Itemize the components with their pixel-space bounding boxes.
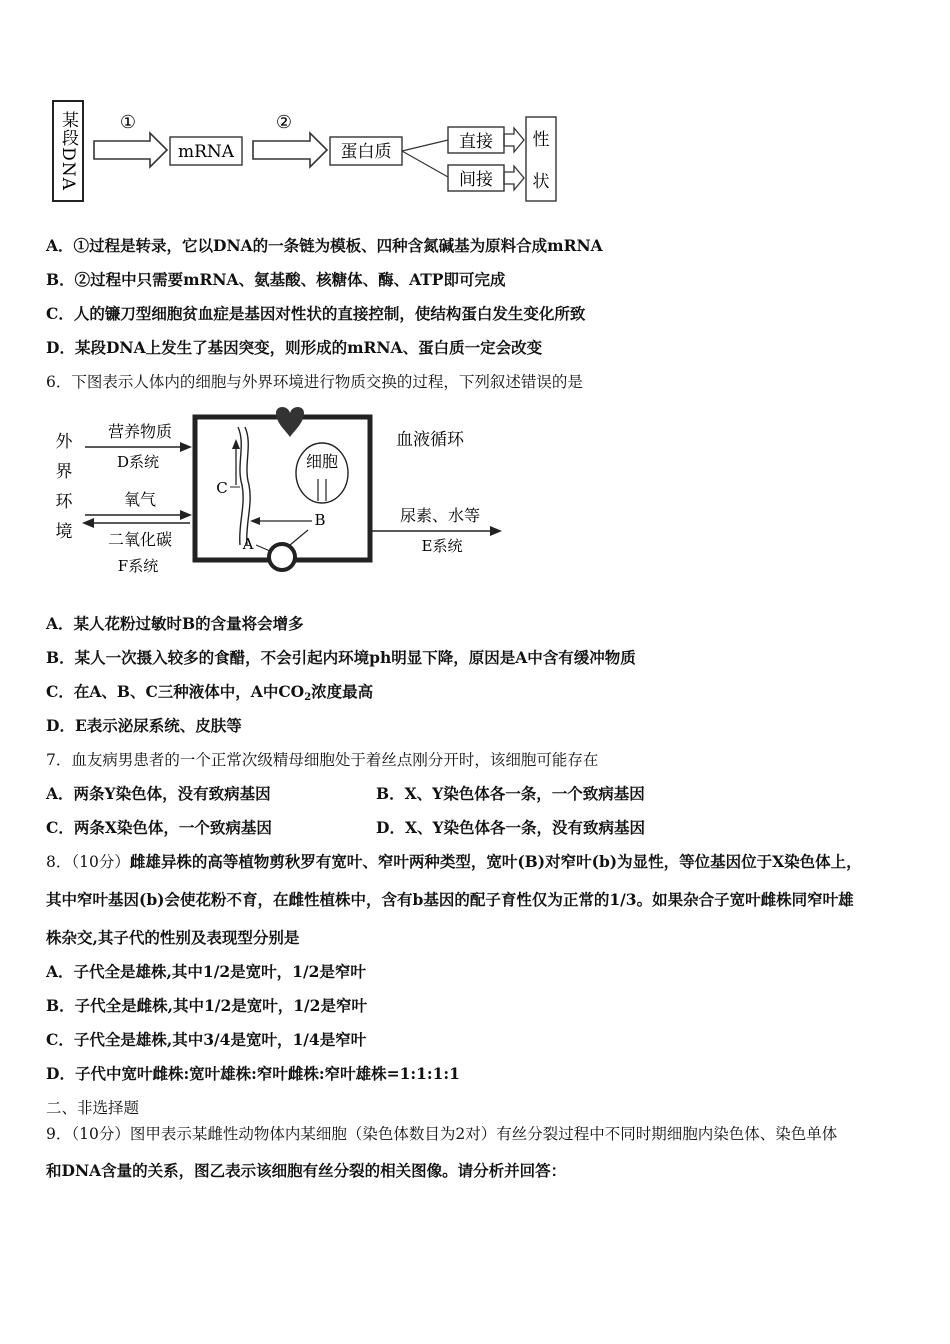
capillary-icon xyxy=(269,544,295,570)
svg-text:营养物质: 营养物质 xyxy=(107,422,173,441)
svg-text:环: 环 xyxy=(55,492,73,512)
exchange-diagram xyxy=(50,405,520,585)
arrow-step1 xyxy=(94,133,167,167)
svg-text:细胞: 细胞 xyxy=(305,452,339,471)
q8-option-a: A．子代全是雄株,其中1/2是宽叶，1/2是窄叶 xyxy=(46,962,366,981)
svg-text:E系统: E系统 xyxy=(421,537,463,555)
direct-label: 直接 xyxy=(459,132,493,152)
protein-label: 蛋白质 xyxy=(340,142,392,162)
svg-text:尿素、水等: 尿素、水等 xyxy=(399,506,481,525)
q7-option-c: C．两条X染色体，一个致病基因 xyxy=(46,818,272,837)
dna-label: 某段DNA xyxy=(58,111,78,191)
svg-text:二氧化碳: 二氧化碳 xyxy=(107,530,173,549)
svg-text:血液循环: 血液循环 xyxy=(396,430,464,450)
svg-text:外: 外 xyxy=(55,432,73,452)
step2-label: ② xyxy=(275,112,293,133)
gene-expression-diagram xyxy=(40,95,570,210)
q7-option-b: B．X、Y染色体各一条，一个致病基因 xyxy=(376,784,645,803)
q5-option-c: C．人的镰刀型细胞贫血症是基因对性状的直接控制，使结构蛋白发生变化所致 xyxy=(46,304,586,323)
q9-line2: 和DNA含量的关系，图乙表示该细胞有丝分裂的相关图像。请分析并回答： xyxy=(46,1161,567,1180)
q7-stem: 7．血友病男患者的一个正常次级精母细胞处于着丝点刚分开时，该细胞可能存在 xyxy=(46,751,599,769)
q6-option-b: B．某人一次摄入较多的食醋，不会引起内环境ph明显下降，原因是A中含有缓冲物质 xyxy=(46,648,636,667)
svg-text:B: B xyxy=(314,511,326,529)
q9-line1: 9．（10分）图甲表示某雌性动物体内某细胞（染色体数目为2对）有丝分裂过程中不同时期细胞内染色体、染色单体 xyxy=(46,1125,838,1143)
q6-option-a: A．某人花粉过敏时B的含量将会增多 xyxy=(46,614,304,633)
svg-text:F系统: F系统 xyxy=(117,557,159,575)
q8-option-d: D．子代中宽叶雌株:宽叶雄株:窄叶雌株:窄叶雄株=1:1:1:1 xyxy=(46,1064,460,1083)
q7-option-d: D．X、Y染色体各一条，没有致病基因 xyxy=(376,818,646,837)
section-heading: 二、非选择题 xyxy=(46,1099,140,1117)
q6-option-d: D．E表示泌尿系统、皮肤等 xyxy=(46,716,242,735)
svg-text:D系统: D系统 xyxy=(116,453,160,471)
q7-option-a: A．两条Y染色体，没有致病基因 xyxy=(46,784,271,803)
q8-line2: 其中窄叶基因(b)会使花粉不育，在雌性植株中，含有b基因的配子育性仅为正常的1/3。如果杂合子宽叶雌株同窄叶雄 xyxy=(46,890,854,909)
svg-text:界: 界 xyxy=(55,462,73,482)
q8-line1: 8．（10分）雌雄异株的高等植物剪秋罗有宽叶、窄叶两种类型，宽叶(B)对窄叶(b)为显性，等位基因位于X染色体上， xyxy=(46,852,862,871)
q8-option-b: B．子代全是雌株,其中1/2是宽叶，1/2是窄叶 xyxy=(46,996,367,1015)
q5-option-a: A．①过程是转录，它以DNA的一条链为模板、四种含氮碱基为原料合成mRNA xyxy=(46,236,603,255)
q8-line3: 株杂交,其子代的性别及表现型分别是 xyxy=(46,928,300,947)
mrna-label: mRNA xyxy=(177,142,235,162)
indirect-label: 间接 xyxy=(459,170,493,190)
q8-option-c: C．子代全是雄株,其中3/4是宽叶，1/4是窄叶 xyxy=(46,1030,367,1049)
svg-text:境: 境 xyxy=(55,522,73,542)
step1-label: ① xyxy=(119,112,137,133)
svg-text:氧气: 氧气 xyxy=(123,490,157,509)
svg-text:A: A xyxy=(242,535,254,553)
trait-top: 性 xyxy=(532,130,550,150)
heart-icon xyxy=(276,407,304,437)
svg-text:C: C xyxy=(216,479,228,497)
arrow-step2 xyxy=(253,133,327,167)
q5-option-d: D．某段DNA上发生了基因突变，则形成的mRNA、蛋白质一定会改变 xyxy=(46,338,543,357)
q6-stem: 6．下图表示人体内的细胞与外界环境进行物质交换的过程，下列叙述错误的是 xyxy=(46,373,583,391)
q6-option-c: C．在A、B、C三种液体中，A中$CO_2$浓度最高 xyxy=(46,682,374,703)
q5-option-b: B．②过程中只需要mRNA、氨基酸、核糖体、酶、ATP即可完成 xyxy=(46,270,506,289)
trait-bottom: 状 xyxy=(532,172,550,192)
